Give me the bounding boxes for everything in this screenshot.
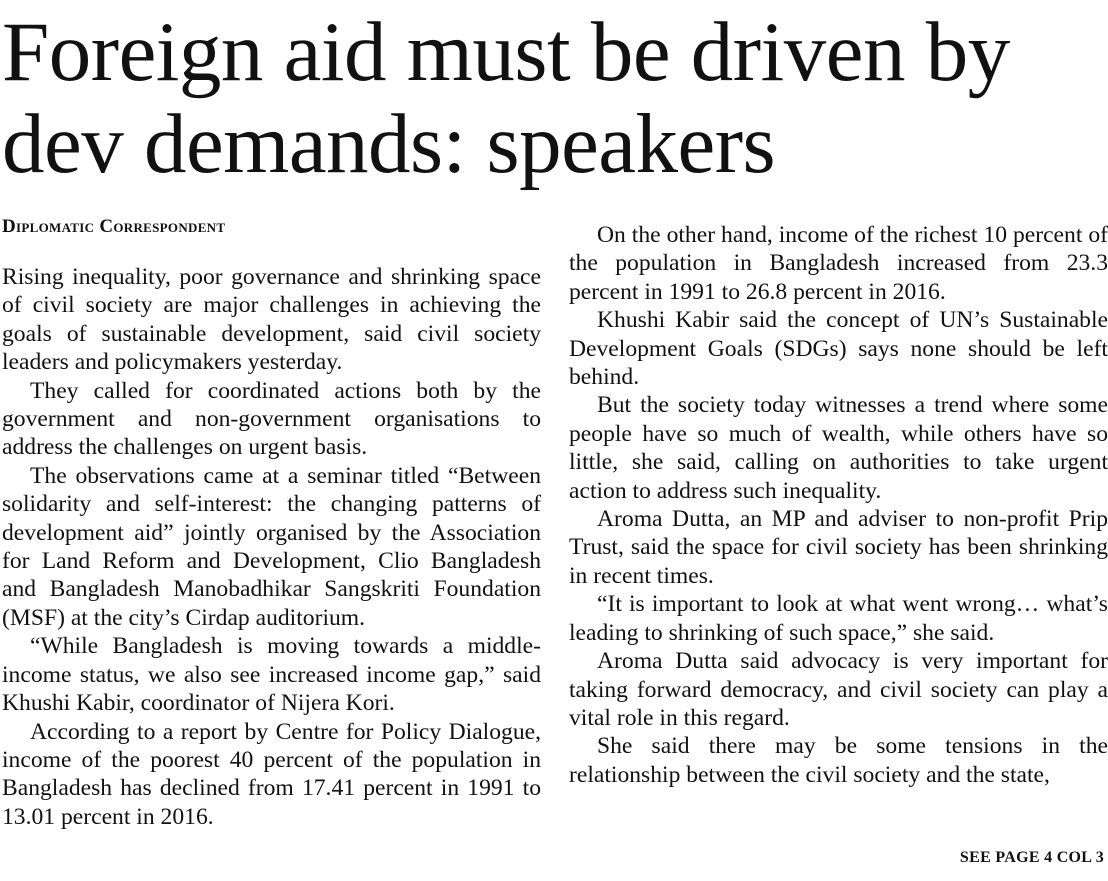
- paragraph: She said there may be some tensions in the relationship between the civil society and the state,: [569, 733, 1108, 788]
- paragraph: They called for coordinated actions both by the government and non-government organisations to address the challenges on urgent basis.: [2, 377, 541, 461]
- article-column-1: [2, 263, 541, 831]
- headline: Foreign aid must be driven by dev demands: speakers: [2, 5, 1010, 191]
- paragraph: Rising inequality, poor governance and shrinking space of civil society are major challenges in achieving the goals of sustainable development, said civil society leaders and policymakers yesterday.: [2, 264, 541, 376]
- paragraph: “It is important to look at what went wrong… what’s leading to shrinking of such space,” she said.: [569, 591, 1108, 646]
- paragraph: “While Bangladesh is moving towards a middle-income status, we also see increased income gap,” said Khushi Kabir, coordinator of Nijera Kori.: [2, 633, 541, 717]
- paragraph: Aroma Dutta, an MP and adviser to non-profit Prip Trust, said the space for civil society has been shrinking in recent times.: [569, 506, 1108, 589]
- paragraph: Aroma Dutta said advocacy is very important for taking forward democracy, and civil society can play a vital role in this regard.: [569, 648, 1108, 731]
- paragraph: According to a report by Centre for Policy Dialogue, income of the poorest 40 percent of the population in Bangladesh has declined from 17.41 percent in 1991 to 13.01 percent in 2016.: [2, 718, 541, 830]
- continuation-jump-line: SEE PAGE 4 COL 3: [959, 849, 1104, 866]
- paragraph: Khushi Kabir said the concept of UN’s Sustainable Development Goals (SDGs) says none should be left behind.: [569, 307, 1108, 391]
- paragraph: But the society today witnesses a trend where some people have so much of wealth, while others have so little, she said, calling on authorities to take urgent action to address such inequality.: [569, 392, 1108, 504]
- paragraph: The observations came at a seminar titled “Between solidarity and self-interest: the changing patterns of development aid” jointly organised by the Association for Land Reform and Development, Clio Bangladesh and Bangladesh Manobadhikar Sangskriti Foundation (MSF) at the city’s Cirdap auditorium.: [2, 462, 541, 631]
- paragraph: On the other hand, income of the richest 10 percent of the population in Bangladesh increased from 23.3 percent in 1991 to 26.8 percent in 2016.: [569, 222, 1108, 305]
- article-column-2: [569, 221, 1108, 789]
- byline: Diplomatic Correspondent: [2, 216, 226, 237]
